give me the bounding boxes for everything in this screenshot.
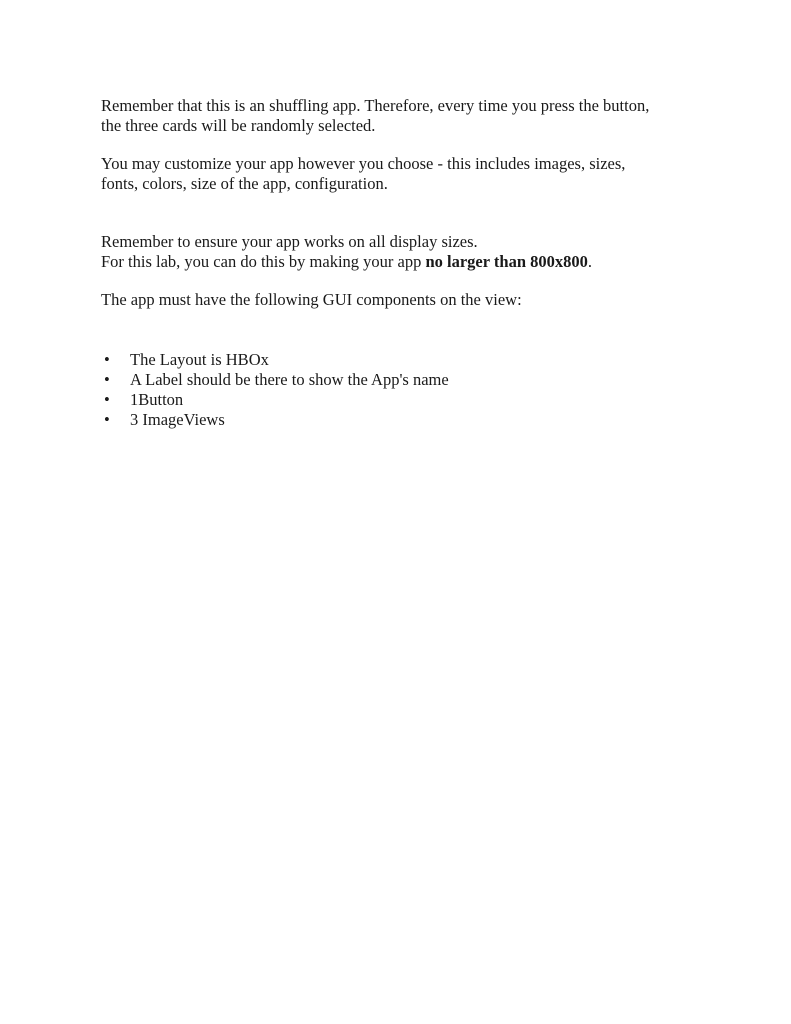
bullet-icon: • (104, 350, 110, 369)
list-item (101, 350, 701, 370)
size-limit-emphasis: no larger than 800x800 (425, 252, 588, 271)
list-item (101, 390, 701, 410)
bullet-icon: • (104, 370, 110, 389)
display-size-line-2-suffix: . (587, 252, 592, 271)
display-size-line-1: Remember to ensure your app works on all display sizes. (101, 232, 478, 251)
requirement-text: 1Button (130, 390, 184, 409)
requirement-text: 3 ImageViews (130, 410, 225, 429)
bullet-icon: • (104, 410, 110, 429)
display-size-paragraph (101, 232, 701, 272)
customize-paragraph-line-2: fonts, colors, size of the app, configuration. (101, 174, 388, 193)
display-size-line-2-prefix: For this lab, you can do this by making your app (101, 252, 426, 271)
customize-paragraph-line-1: You may customize your app however you choose - this includes images, sizes, (101, 154, 626, 173)
components-intro: The app must have the following GUI components on the view: (101, 290, 522, 309)
bullet-icon: • (104, 390, 110, 409)
requirements-list (101, 350, 701, 430)
shuffle-paragraph-line-1: Remember that this is an shuffling app. Therefore, every time you press the button, (101, 96, 650, 115)
customize-paragraph (101, 154, 701, 194)
list-item (101, 410, 701, 430)
requirement-text: A Label should be there to show the App's name (130, 370, 449, 389)
list-item (101, 370, 701, 390)
requirement-text: The Layout is HBOx (130, 350, 269, 369)
shuffle-paragraph-line-2: the three cards will be randomly selected. (101, 116, 376, 135)
shuffle-paragraph (101, 96, 701, 136)
document-page (101, 96, 701, 430)
